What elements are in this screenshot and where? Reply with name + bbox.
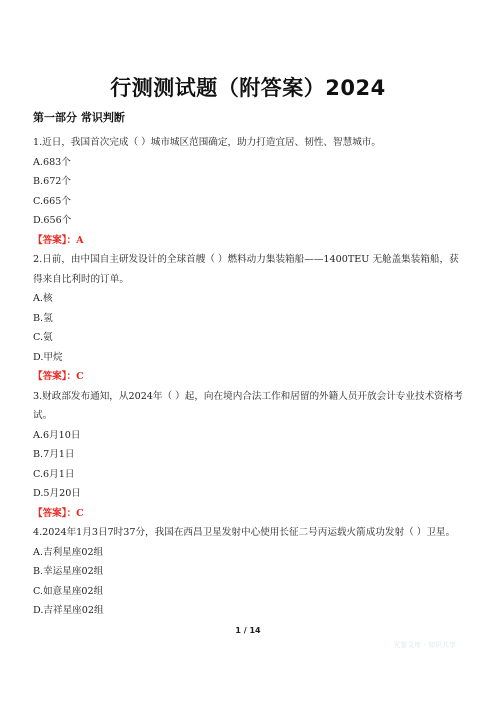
option-a: A.683个: [33, 156, 71, 168]
question-2: [33, 250, 463, 387]
option-b: B.幸运星座02组: [33, 566, 104, 577]
section-heading: 第一部分 常识判断: [33, 111, 125, 124]
option-b: B.672个: [33, 176, 72, 187]
answer-label: 【答案】：A: [33, 234, 84, 246]
answer-label: 【答案】：C: [33, 507, 84, 519]
option-c: C.6月1日: [33, 468, 75, 480]
option-a: A.吉利星座02组: [33, 546, 104, 558]
question-list: [33, 133, 463, 621]
option-a: A.核: [33, 293, 53, 304]
option-c: C.如意星座02组: [33, 585, 104, 597]
option-a: A.6月10日: [33, 429, 81, 441]
question-stem: 1.近日，我国首次完成（ ）城市城区范围确定，助力打造宜居、韧性、智慧城市。: [33, 137, 381, 148]
question-4: [33, 523, 463, 621]
question-stem: 3.财政部发布通知，从2024年（ ）起，向在境内合法工作和居留的外籍人员开放会计专业技术资格考试。: [33, 390, 463, 421]
document-title: 行测测试题（附答案）2024: [110, 76, 386, 100]
question-3: [33, 387, 463, 524]
option-b: B.7月1日: [33, 449, 75, 460]
option-b: B.氢: [33, 312, 53, 324]
option-d: D.甲烷: [33, 351, 63, 363]
question-1: [33, 133, 463, 250]
page-indicator: 1 / 14: [235, 626, 261, 635]
question-stem: 2.日前，由中国自主研发设计的全球首艘（ ）燃料动力集装箱船——1400TEU 无舱盖集装箱船，获得来自比利时的订单。: [33, 254, 459, 285]
answer-label: 【答案】：C: [33, 371, 84, 382]
option-d: D.5月20日: [33, 488, 81, 499]
option-c: C.665个: [33, 195, 71, 207]
option-c: C.氨: [33, 332, 53, 343]
question-stem: 4.2024年1月3日7时37分，我国在西昌卫星发射中心使用长征二号丙运载火箭成功发射（ ）卫星。: [33, 527, 456, 538]
option-d: D.吉祥星座02组: [33, 605, 104, 616]
option-d: D.656个: [33, 215, 72, 226]
watermark: 光鉴文库 · 知识共享: [393, 641, 456, 649]
